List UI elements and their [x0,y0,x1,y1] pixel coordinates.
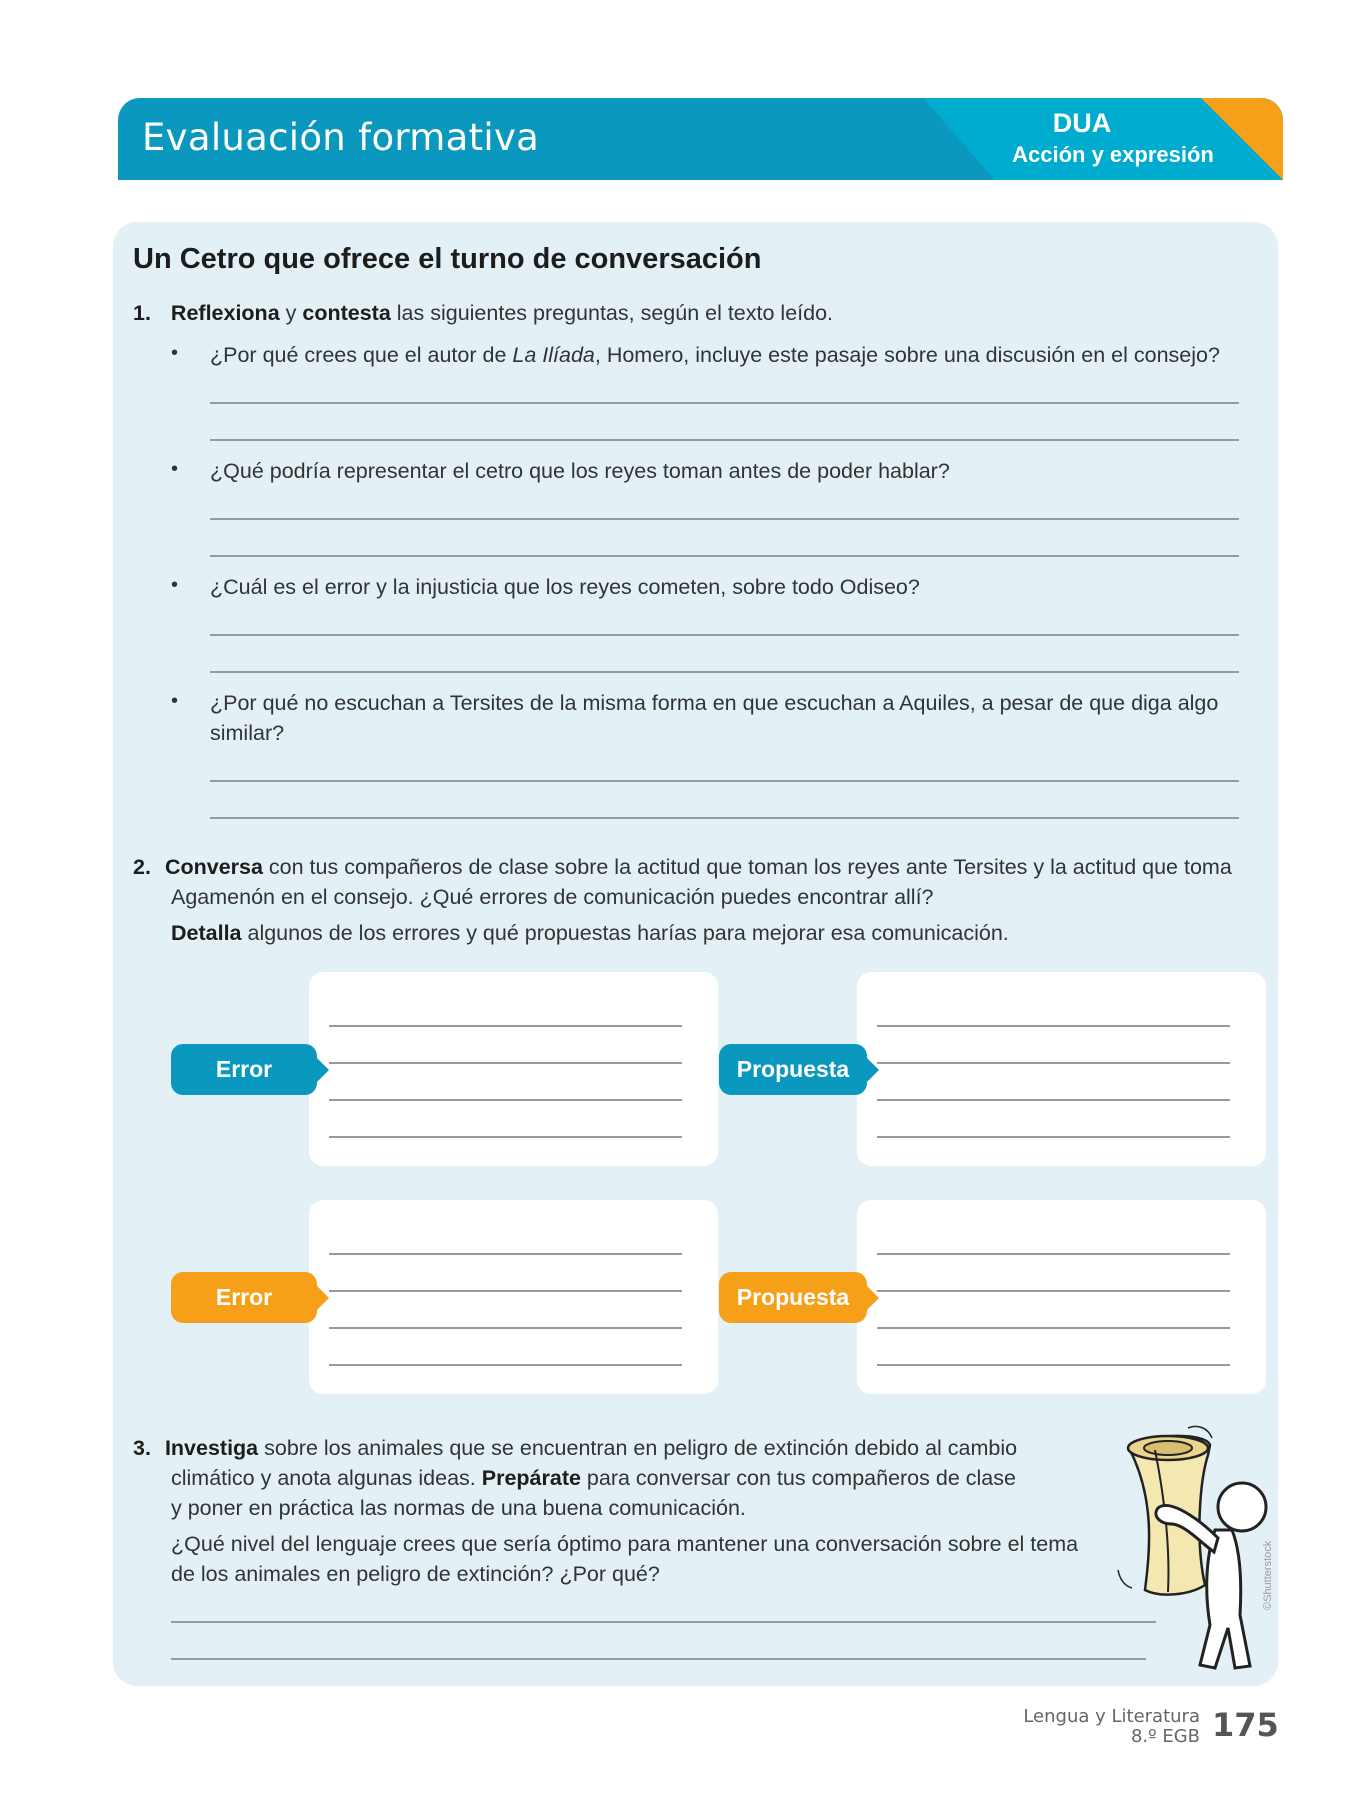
proposal-answer-box[interactable] [857,1200,1266,1394]
bullet-icon: • [171,690,179,712]
answer-line[interactable] [210,439,1239,441]
answer-line[interactable] [210,555,1239,557]
question-1-4-line1: ¿Por qué no escuchan a Tersites de la misma forma en que escuchan a Aquiles, a pesar de que diga algo [210,691,1219,715]
error-answer-box[interactable] [309,972,718,1166]
dua-badge-subtitle: Acción y expresión [1012,142,1214,167]
activity-1-instruction: 1. Reflexiona y contesta las siguientes preguntas, según el texto leído. [133,301,834,325]
page-header [118,98,1283,180]
proposal-label-tab: Propuesta [719,1272,867,1323]
activity-3-line2: climático y anota algunas ideas. Prepárate para conversar con tus compañeros de clase [171,1466,1016,1490]
answer-line[interactable] [210,634,1239,636]
footer-subject: Lengua y Literatura 8.º EGB [1023,1706,1200,1747]
section-title: Un Cetro que ofrece el turno de conversación [133,243,762,275]
answer-line[interactable] [210,780,1239,782]
question-1-3: ¿Cuál es el error y la injusticia que los reyes cometen, sobre todo Odiseo? [210,575,920,599]
answer-line[interactable] [171,1658,1146,1660]
answer-line[interactable] [210,518,1239,520]
page-title: Evaluación formativa [142,116,540,159]
activity-3-line1: 3. Investiga sobre los animales que se encuentran en peligro de extinción debido al cambio [133,1436,1018,1460]
page-number: 175 [1212,1706,1279,1744]
error-answer-box[interactable] [309,1200,718,1394]
bullet-icon: • [171,574,179,596]
activity-2-line3: Detalla algunos de los errores y qué propuestas harías para mejorar esa comunicación. [171,921,1009,945]
activity-3-line4: ¿Qué nivel del lenguaje crees que sería óptimo para mantener una conversación sobre el tema [171,1532,1079,1556]
activity-3-line3: y poner en práctica las normas de una buena comunicación. [171,1496,746,1520]
answer-line[interactable] [171,1621,1156,1623]
question-1-1: ¿Por qué crees que el autor de La Ilíada, Homero, incluye este pasaje sobre una discusión en el consejo? [210,343,1220,367]
activity-2-line2: Agamenón en el consejo. ¿Qué errores de comunicación puedes encontrar allí? [171,885,934,909]
error-label-tab: Error [171,1044,317,1095]
activity-2-line1: 2. Conversa con tus compañeros de clase sobre la actitud que toman los reyes ante Tersites y la actitud que toma [133,855,1232,879]
error-label-tab: Error [171,1272,317,1323]
bullet-icon: • [171,458,179,480]
image-credit: ©Shutterstock [1262,1540,1274,1610]
bullet-icon: • [171,342,179,364]
proposal-answer-box[interactable] [857,972,1266,1166]
proposal-label-tab: Propuesta [719,1044,867,1095]
answer-line[interactable] [210,671,1239,673]
question-1-4-line2: similar? [210,721,285,745]
dua-badge-title: DUA [1052,108,1112,138]
answer-line[interactable] [210,817,1239,819]
question-1-2: ¿Qué podría representar el cetro que los reyes toman antes de poder hablar? [210,459,950,483]
answer-line[interactable] [210,402,1239,404]
activity-3-line5: de los animales en peligro de extinción? ¿Por qué? [171,1562,660,1586]
scroll-carrier-illustration [1110,1420,1280,1675]
